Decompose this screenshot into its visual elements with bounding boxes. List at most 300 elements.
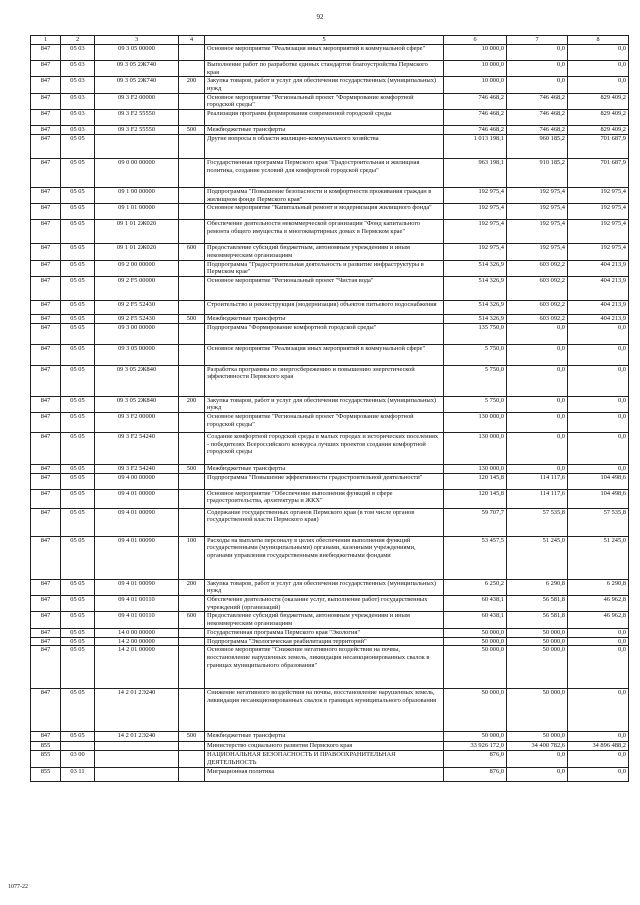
row-title: НАЦИОНАЛЬНАЯ БЕЗОПАСНОСТЬ И ПРАВООХРАНИТЕЛЬНАЯ ДЕЯТЕЛЬНОСТЬ [205,751,444,767]
amount-year-2: 603 092,2 [507,300,568,314]
target-article: 09 2 F5 00000 [95,276,179,300]
amount-year-3: 57 535,8 [568,508,629,536]
amount-year-2: 56 581,8 [507,596,568,612]
amount-year-3: 46 962,8 [568,596,629,612]
header-cell: 1 [31,36,61,45]
row-title: Содержание государственных органов Пермского края (в том числе органов государственной власти Пермского края) [205,508,444,536]
grbs-code: 847 [31,596,61,612]
grbs-code: 847 [31,612,61,628]
amount-year-2: 960 185,2 [507,134,568,158]
target-article: 14 2 01 2Э240 [95,732,179,742]
amount-year-2: 192 975,4 [507,220,568,244]
row-title: Выполнение работ по разработке единых стандартов благоустройства Пермского края [205,61,444,77]
row-title: Реализация программ формирования современной городской среды [205,110,444,126]
amount-year-2: 114 117,6 [507,489,568,508]
amount-year-2: 50 000,0 [507,628,568,637]
grbs-code: 847 [31,77,61,93]
table-row [31,276,629,300]
amount-year-1: 53 457,5 [444,536,507,579]
amount-year-1: 135 750,0 [444,323,507,344]
amount-year-2: 0,0 [507,767,568,781]
grbs-code: 847 [31,61,61,77]
table-row [31,187,629,203]
table-row [31,204,629,220]
amount-year-3: 192 975,4 [568,244,629,260]
amount-year-2: 192 975,4 [507,244,568,260]
grbs-code: 847 [31,323,61,344]
section-code: 05 05 [61,473,95,489]
grbs-code: 847 [31,260,61,276]
amount-year-3: 0,0 [568,732,629,742]
amount-year-3: 0,0 [568,767,629,781]
amount-year-2: 50 000,0 [507,637,568,646]
amount-year-2: 0,0 [507,323,568,344]
amount-year-3: 0,0 [568,433,629,465]
section-code: 05 03 [61,45,95,61]
section-code: 05 05 [61,637,95,646]
header-cell: 6 [444,36,507,45]
expense-type [179,742,205,751]
table-row [31,596,629,612]
table-row [31,508,629,536]
section-code: 05 05 [61,596,95,612]
header-cell: 5 [205,36,444,45]
table-row [31,689,629,732]
target-article [95,134,179,158]
table-row [31,579,629,595]
amount-year-3: 701 687,9 [568,158,629,187]
target-article: 09 4 00 00000 [95,473,179,489]
row-title: Основное мероприятие "Региональный проект "Формирование комфортной городской среды" [205,93,444,109]
grbs-code: 847 [31,134,61,158]
table-body [31,45,629,782]
grbs-code: 847 [31,110,61,126]
target-article: 09 3 05 00000 [95,45,179,61]
target-article: 09 1 01 2Ж020 [95,220,179,244]
expense-type: 600 [179,244,205,260]
section-code: 05 05 [61,508,95,536]
amount-year-1: 5 750,0 [444,365,507,396]
amount-year-2: 0,0 [507,396,568,412]
section-code: 05 05 [61,489,95,508]
target-article: 09 2 F5 52430 [95,300,179,314]
amount-year-1: 10 000,0 [444,77,507,93]
amount-year-3: 192 975,4 [568,187,629,203]
amount-year-3: 6 290,8 [568,579,629,595]
expense-type [179,300,205,314]
row-title: Расходы на выплаты персоналу в целях обеспечения выполнения функций государственными (муниципальными) органами, казенными учреждениями, органами управления государственными внебюджетными фондами [205,536,444,579]
target-article: 14 0 00 00000 [95,628,179,637]
grbs-code: 847 [31,465,61,474]
amount-year-2: 0,0 [507,77,568,93]
amount-year-1: 10 000,0 [444,61,507,77]
target-article: 09 3 F2 55550 [95,110,179,126]
amount-year-3: 0,0 [568,77,629,93]
row-title: Основное мероприятие "Региональный проект "Чистая вода" [205,276,444,300]
grbs-code: 847 [31,314,61,323]
table-row [31,628,629,637]
grbs-code: 847 [31,689,61,732]
table-row [31,751,629,767]
section-code: 05 05 [61,134,95,158]
table-row [31,396,629,412]
table-row [31,134,629,158]
grbs-code: 847 [31,300,61,314]
amount-year-1: 50 000,0 [444,637,507,646]
amount-year-2: 746 468,2 [507,110,568,126]
amount-year-3: 0,0 [568,465,629,474]
row-title: Межбюджетные трансферты [205,126,444,135]
amount-year-1: 60 438,1 [444,612,507,628]
row-title: Основное мероприятие "Обеспечение выполнения функций в сфере градостроительства, архитектуры и ЖКХ" [205,489,444,508]
amount-year-2: 0,0 [507,344,568,365]
row-title: Основное мероприятие "Капитальный ремонт и модернизация жилищного фонда" [205,204,444,220]
amount-year-3: 34 896 488,2 [568,742,629,751]
target-article: 09 4 01 00090 [95,579,179,595]
amount-year-3: 104 498,6 [568,489,629,508]
row-title: Межбюджетные трансферты [205,465,444,474]
row-title: Подпрограмма "Повышение эффективности градостроительной деятельности" [205,473,444,489]
amount-year-3: 0,0 [568,45,629,61]
grbs-code: 847 [31,396,61,412]
amount-year-3: 829 409,2 [568,110,629,126]
amount-year-3: 0,0 [568,323,629,344]
amount-year-1: 963 198,1 [444,158,507,187]
target-article: 09 4 01 00110 [95,612,179,628]
amount-year-1: 514 326,9 [444,300,507,314]
expense-type [179,323,205,344]
section-code: 05 05 [61,689,95,732]
target-article: 09 4 01 00090 [95,508,179,536]
grbs-code: 847 [31,536,61,579]
table-row [31,646,629,689]
amount-year-2: 50 000,0 [507,732,568,742]
row-title: Подпрограмма "Повышение безопасности и комфортности проживания граждан в жилищном фонде Пермского края" [205,187,444,203]
amount-year-3: 404 213,9 [568,314,629,323]
amount-year-2: 114 117,6 [507,473,568,489]
row-title: Миграционная политика [205,767,444,781]
section-code: 05 05 [61,413,95,433]
grbs-code: 847 [31,365,61,396]
expense-type [179,187,205,203]
expense-type [179,508,205,536]
amount-year-1: 130 000,0 [444,433,507,465]
grbs-code: 847 [31,637,61,646]
amount-year-1: 120 145,8 [444,489,507,508]
amount-year-1: 192 975,4 [444,220,507,244]
target-article: 09 3 05 2Ж840 [95,396,179,412]
header-cell: 2 [61,36,95,45]
row-title: Предоставление субсидий бюджетным, автономным учреждениям и иным некоммерческим организациям [205,612,444,628]
table-row [31,767,629,781]
section-code: 03 00 [61,751,95,767]
amount-year-3: 192 975,4 [568,220,629,244]
section-code: 05 05 [61,158,95,187]
amount-year-3: 0,0 [568,751,629,767]
amount-year-3: 46 962,8 [568,612,629,628]
amount-year-2: 746 468,2 [507,93,568,109]
header-row [31,36,629,45]
expense-type [179,110,205,126]
grbs-code: 855 [31,751,61,767]
section-code: 05 05 [61,244,95,260]
target-article: 09 1 00 00000 [95,187,179,203]
amount-year-1: 192 975,4 [444,204,507,220]
target-article: 09 3 F2 54240 [95,433,179,465]
amount-year-1: 6 250,2 [444,579,507,595]
target-article [95,767,179,781]
budget-table [30,35,629,782]
row-title: Основное мероприятие "Снижение негативного воздействия на почвы, восстановление нарушенных земель, ликвидация несанкционированных свалок в границах муниципального образования" [205,646,444,689]
amount-year-1: 514 326,9 [444,260,507,276]
grbs-code: 847 [31,158,61,187]
table-row [31,465,629,474]
amount-year-1: 514 326,9 [444,314,507,323]
page-number: 92 [316,13,324,21]
expense-type [179,489,205,508]
amount-year-1: 130 000,0 [444,413,507,433]
section-code: 05 05 [61,536,95,579]
amount-year-3: 0,0 [568,628,629,637]
row-title: Предоставление субсидий бюджетным, автономным учреждениям и иным некоммерческим организациям [205,244,444,260]
row-title: Межбюджетные трансферты [205,732,444,742]
expense-type [179,45,205,61]
target-article: 09 3 05 2Ж740 [95,77,179,93]
row-title: Основное мероприятие "Региональный проект "Формирование комфортной городской среды" [205,413,444,433]
section-code: 05 05 [61,732,95,742]
section-code: 05 05 [61,300,95,314]
amount-year-1: 5 750,0 [444,396,507,412]
expense-type [179,260,205,276]
expense-type [179,365,205,396]
grbs-code: 847 [31,433,61,465]
amount-year-1: 10 000,0 [444,45,507,61]
amount-year-3: 0,0 [568,689,629,732]
amount-year-3: 829 409,2 [568,126,629,135]
expense-type [179,61,205,77]
table-row [31,110,629,126]
amount-year-1: 50 000,0 [444,646,507,689]
amount-year-2: 57 535,8 [507,508,568,536]
amount-year-3: 0,0 [568,61,629,77]
amount-year-2: 0,0 [507,61,568,77]
amount-year-3: 51 245,0 [568,536,629,579]
amount-year-2: 603 092,2 [507,276,568,300]
table-row [31,536,629,579]
amount-year-1: 746 468,2 [444,93,507,109]
expense-type [179,413,205,433]
table-row [31,732,629,742]
grbs-code: 847 [31,344,61,365]
table-row [31,489,629,508]
table-row [31,220,629,244]
table-row [31,612,629,628]
amount-year-2: 603 092,2 [507,260,568,276]
expense-type [179,220,205,244]
target-article: 09 4 01 00000 [95,489,179,508]
amount-year-2: 51 245,0 [507,536,568,579]
amount-year-3: 404 213,9 [568,260,629,276]
section-code: 05 05 [61,612,95,628]
section-code: 05 05 [61,628,95,637]
section-code: 05 05 [61,204,95,220]
table-row [31,433,629,465]
table-row [31,300,629,314]
expense-type [179,751,205,767]
target-article: 09 3 F2 55550 [95,126,179,135]
table-row [31,637,629,646]
amount-year-1: 50 000,0 [444,732,507,742]
amount-year-2: 34 400 782,6 [507,742,568,751]
amount-year-1: 514 326,9 [444,276,507,300]
grbs-code: 847 [31,220,61,244]
grbs-code: 847 [31,732,61,742]
amount-year-3: 192 975,4 [568,204,629,220]
row-title: Государственная программа Пермского края "Градостроительная и жилищная политика, создание условий для комфортной городской среды" [205,158,444,187]
section-code: 05 05 [61,314,95,323]
table-row [31,365,629,396]
target-article [95,742,179,751]
target-article: 09 4 01 00110 [95,596,179,612]
row-title: Другие вопросы в области жилищно-коммунального хозяйства [205,134,444,158]
grbs-code: 855 [31,742,61,751]
expense-type: 200 [179,396,205,412]
amount-year-1: 50 000,0 [444,628,507,637]
section-code: 03 11 [61,767,95,781]
amount-year-1: 130 000,0 [444,465,507,474]
section-code [61,742,95,751]
target-article: 14 2 00 00000 [95,637,179,646]
row-title: Строительство и реконструкция (модернизация) объектов питьевого водоснабжения [205,300,444,314]
expense-type [179,646,205,689]
target-article: 09 3 F2 00000 [95,413,179,433]
expense-type: 200 [179,579,205,595]
grbs-code: 847 [31,187,61,203]
header-cell: 4 [179,36,205,45]
section-code: 05 05 [61,365,95,396]
grbs-code: 847 [31,489,61,508]
grbs-code: 847 [31,579,61,595]
grbs-code: 847 [31,204,61,220]
target-article: 09 3 05 2Ж740 [95,61,179,77]
amount-year-2: 50 000,0 [507,689,568,732]
amount-year-1: 746 468,2 [444,110,507,126]
table-row [31,314,629,323]
row-title: Разработка программы по энергосбережению и повышению энергетической эффективности Пермского края [205,365,444,396]
amount-year-2: 0,0 [507,433,568,465]
grbs-code: 847 [31,45,61,61]
expense-type [179,158,205,187]
header-cell: 8 [568,36,629,45]
amount-year-3: 0,0 [568,646,629,689]
section-code: 05 05 [61,260,95,276]
amount-year-1: 1 013 198,1 [444,134,507,158]
section-code: 05 05 [61,433,95,465]
target-article: 09 3 00 00000 [95,323,179,344]
amount-year-1: 746 468,2 [444,126,507,135]
expense-type: 500 [179,732,205,742]
section-code: 05 05 [61,276,95,300]
grbs-code: 847 [31,276,61,300]
table-row [31,344,629,365]
grbs-code: 847 [31,508,61,536]
header-cell: 7 [507,36,568,45]
amount-year-1: 192 975,4 [444,187,507,203]
target-article: 09 2 F5 52430 [95,314,179,323]
grbs-code: 847 [31,646,61,689]
target-article: 09 0 00 00000 [95,158,179,187]
row-title: Министерство социального развития Пермского края [205,742,444,751]
section-code: 05 03 [61,61,95,77]
row-title: Подпрограмма "Формирование комфортной городской среды" [205,323,444,344]
amount-year-2: 0,0 [507,413,568,433]
amount-year-2: 0,0 [507,465,568,474]
target-article: 09 1 01 00000 [95,204,179,220]
amount-year-1: 33 926 172,0 [444,742,507,751]
amount-year-1: 876,0 [444,767,507,781]
target-article: 09 3 05 00000 [95,344,179,365]
row-title: Основное мероприятие "Реализация иных мероприятий в коммунальной сфере" [205,344,444,365]
amount-year-2: 0,0 [507,45,568,61]
row-title: Обеспечение деятельности (оказание услуг, выполнение работ) государственных учреждений (организаций) [205,596,444,612]
table-row [31,260,629,276]
amount-year-3: 0,0 [568,396,629,412]
row-title: Снижение негативного воздействия на почвы, восстановление нарушенных земель, ликвидация несанкционированных свалок в границах муниципального образования [205,689,444,732]
grbs-code: 847 [31,244,61,260]
expense-type: 600 [179,612,205,628]
table-row [31,742,629,751]
amount-year-3: 0,0 [568,637,629,646]
expense-type [179,204,205,220]
amount-year-2: 56 581,8 [507,612,568,628]
section-code: 05 05 [61,220,95,244]
target-article: 09 3 05 2Ж840 [95,365,179,396]
amount-year-3: 404 213,9 [568,276,629,300]
amount-year-3: 0,0 [568,413,629,433]
target-article: 14 2 01 2Э240 [95,689,179,732]
table-row [31,61,629,77]
grbs-code: 847 [31,473,61,489]
expense-type [179,689,205,732]
expense-type [179,473,205,489]
expense-type: 500 [179,465,205,474]
table-row [31,45,629,61]
row-title: Подпрограмма "Экологическая реабилитация территорий" [205,637,444,646]
amount-year-1: 50 000,0 [444,689,507,732]
section-code: 05 05 [61,323,95,344]
target-article: 09 1 01 2Ж020 [95,244,179,260]
grbs-code: 847 [31,126,61,135]
expense-type [179,344,205,365]
row-title: Межбюджетные трансферты [205,314,444,323]
expense-type [179,628,205,637]
section-code: 05 05 [61,344,95,365]
amount-year-3: 0,0 [568,344,629,365]
amount-year-2: 50 000,0 [507,646,568,689]
row-title: Закупка товаров, работ и услуг для обеспечения государственных (муниципальных) нужд [205,396,444,412]
amount-year-2: 192 975,4 [507,187,568,203]
table-row [31,473,629,489]
amount-year-2: 6 290,8 [507,579,568,595]
amount-year-3: 404 213,9 [568,300,629,314]
amount-year-2: 0,0 [507,365,568,396]
amount-year-1: 60 438,1 [444,596,507,612]
target-article: 09 4 01 00090 [95,536,179,579]
expense-type [179,433,205,465]
amount-year-1: 120 145,8 [444,473,507,489]
amount-year-2: 910 185,2 [507,158,568,187]
table-row [31,93,629,109]
